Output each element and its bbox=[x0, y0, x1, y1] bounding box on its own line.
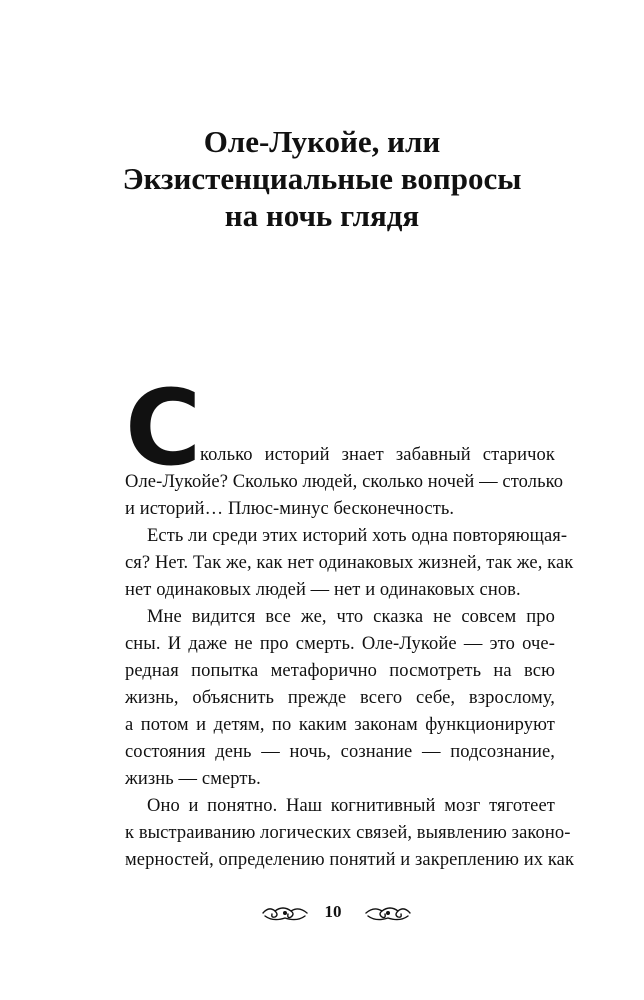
page-number: 10 bbox=[324, 902, 342, 921]
chapter-title-line-3: на ночь глядя bbox=[224, 198, 420, 233]
text-line: жизнь — смерть. bbox=[125, 769, 261, 789]
text-line: сны. И даже не про смерть. Оле-Лукойе — это оче- bbox=[125, 634, 555, 654]
chapter-title-line-2: Экзистенциальные вопросы bbox=[122, 161, 522, 196]
flourish-ornament-icon bbox=[261, 902, 309, 924]
text-line: нет одинаковых людей — нет и одинаковых снов. bbox=[125, 580, 521, 600]
text-line: Мне видится все же, что сказка не совсем про bbox=[147, 607, 555, 627]
text-line: Есть ли среди этих историй хоть одна повторяющая- bbox=[147, 526, 568, 546]
drop-cap-letter: С bbox=[125, 367, 202, 489]
text-line: колько историй знает забавный старичок bbox=[200, 445, 555, 465]
page-footer bbox=[0, 898, 644, 928]
chapter-title-line-1: Оле-Лукойе, или bbox=[203, 124, 441, 159]
text-line: Оно и понятно. Наш когнитивный мозг тяготеет bbox=[147, 796, 555, 816]
text-line: и историй… Плюс-минус бесконечность. bbox=[125, 499, 455, 519]
text-line: состояния день — ночь, сознание — подсознание, bbox=[125, 742, 555, 762]
text-line: редная попытка метафорично посмотреть на всю bbox=[125, 661, 555, 681]
text-line: ся? Нет. Так же, как нет одинаковых жизней, так же, как bbox=[125, 553, 574, 573]
text-line: к выстраиванию логических связей, выявлению законо- bbox=[125, 823, 571, 843]
text-line: а потом и детям, по каким законам функционируют bbox=[125, 715, 555, 735]
flourish-ornament-icon bbox=[364, 902, 412, 924]
text-line: мерностей, определению понятий и закреплению их как bbox=[125, 850, 575, 870]
text-line: Оле-Лукойе? Сколько людей, сколько ночей — столько bbox=[125, 472, 564, 492]
text-line: жизнь, объяснить прежде всего себе, взрослому, bbox=[125, 688, 555, 708]
